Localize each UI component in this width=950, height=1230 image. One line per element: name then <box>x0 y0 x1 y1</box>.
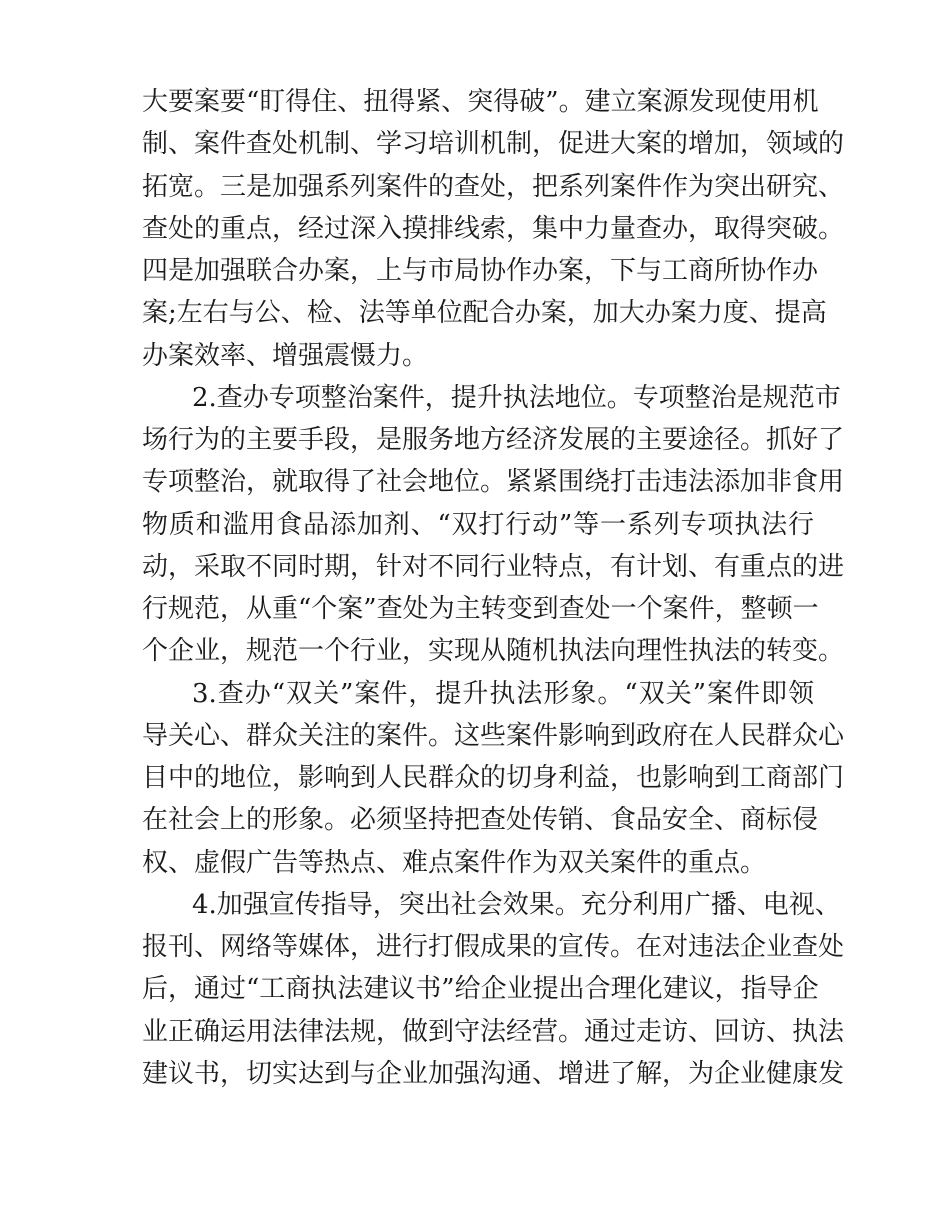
text-line: 拓宽。三是加强系列案件的查处，把系列案件作为突出研究、 <box>142 171 845 202</box>
paragraph-3-first-line: 3.查办“双关”案件，提升执法形象。“双关”案件即领 <box>192 678 814 709</box>
text-line: 四是加强联合办案，上与市局协作办案，下与工商所协作办 <box>142 256 819 286</box>
text-line: 个企业，规范一个行业，实现从随机执法向理性执法的转变。 <box>142 636 845 667</box>
text-line: 业正确运用法律法规，做到守法经营。通过走访、回访、执法 <box>142 1016 845 1047</box>
text-line: 案;左右与公、检、法等单位配合办案，加大办案力度、提高 <box>142 298 827 329</box>
paragraph-4-first-line: 4.加强宣传指导，突出社会效果。充分利用广播、电视、 <box>192 889 841 920</box>
text-line: 权、虚假广告等热点、难点案件作为双关案件的重点。 <box>142 847 767 878</box>
text-line: 导关心、群众关注的案件。这些案件影响到政府在人民群众心 <box>142 720 845 751</box>
text-line: 物质和滥用食品添加剂、“双打行动”等一系列专项执法行 <box>142 509 814 540</box>
text-line: 制、案件查处机制、学习培训机制，促进大案的增加，领域的 <box>142 129 845 160</box>
text-line: 报刊、网络等媒体，进行打假成果的宣传。在对违法企业查处 <box>142 932 845 962</box>
text-line: 在社会上的形象。必须坚持把查处传销、食品安全、商标侵 <box>142 805 819 836</box>
text-line: 目中的地位，影响到人民群众的切身利益，也影响到工商部门 <box>142 763 845 793</box>
text-line: 大要案要“盯得住、扭得紧、突得破”。建立案源发现使用机 <box>142 87 819 117</box>
text-line: 场行为的主要手段，是服务地方经济发展的主要途径。抓好了 <box>142 425 845 455</box>
text-line: 行规范，从重“个案”查处为主转变到查处一个案件，整顿一 <box>142 594 819 624</box>
document-body <box>142 81 845 1095</box>
text-line: 办案效率、增强震慑力。 <box>142 340 429 371</box>
text-line: 动，采取不同时期，针对不同行业特点，有计划、有重点的进 <box>142 551 845 582</box>
text-line: 查处的重点，经过深入摸排线索，集中力量查办，取得突破。 <box>142 213 845 244</box>
text-line: 后，通过“工商执法建议书”给企业提出合理化建议，指导企 <box>142 974 819 1005</box>
text-line: 建议书，切实达到与企业加强沟通、增进了解，为企业健康发 <box>142 1058 845 1089</box>
paragraph-2-first-line: 2.查办专项整治案件，提升执法地位。专项整治是规范市 <box>192 382 841 413</box>
text-line: 专项整治，就取得了社会地位。紧紧围绕打击违法添加非食用 <box>142 467 845 498</box>
